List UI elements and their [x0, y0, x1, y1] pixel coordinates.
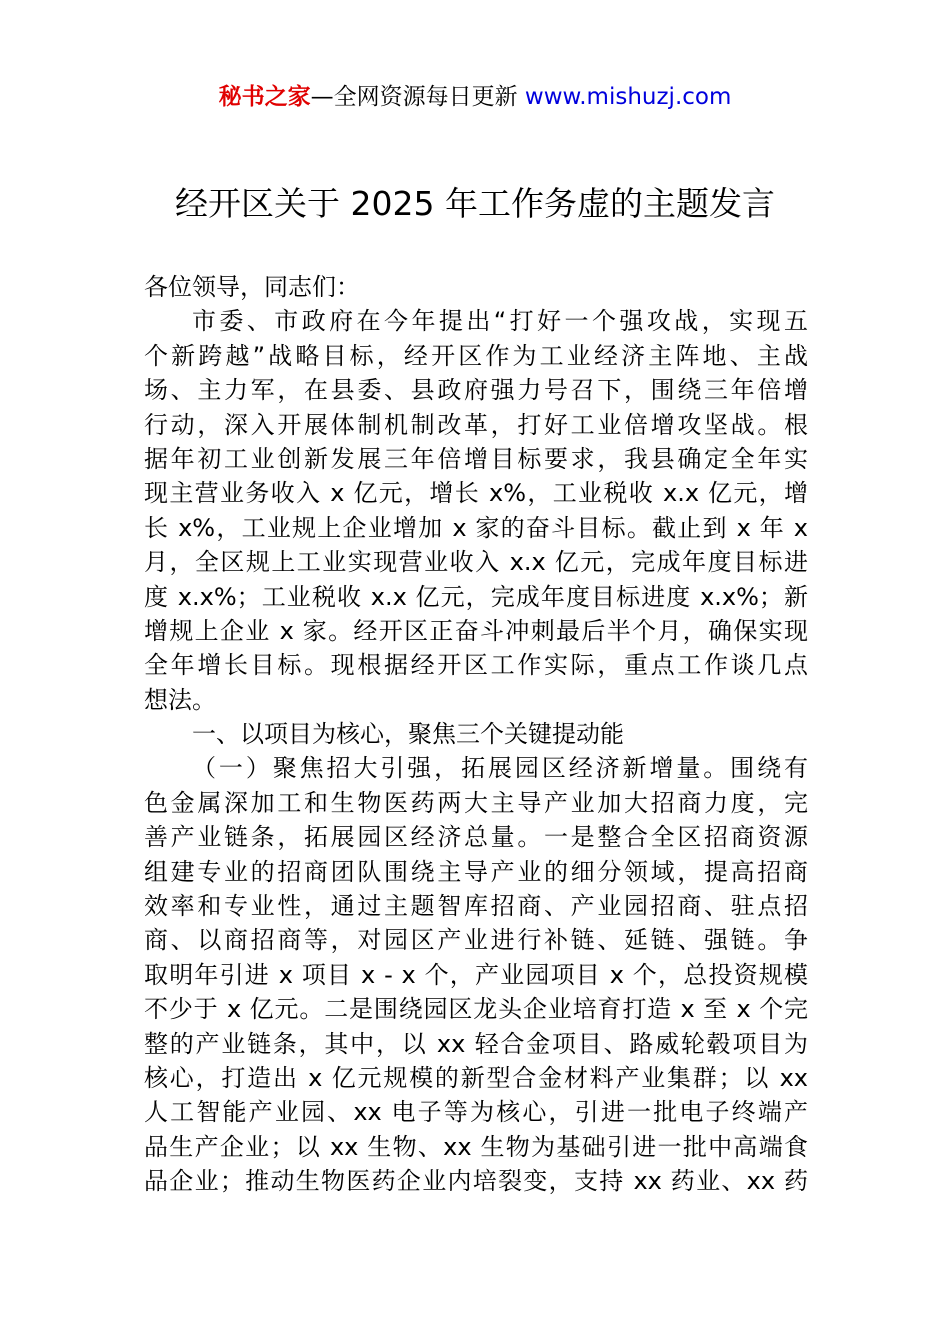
text-line: 不少于 x 亿元。二是围绕园区龙头企业培育打造 x 至 x 个完	[144, 995, 808, 1024]
text-line: 度 x.x%；工业税收 x.x 亿元，完成年度目标进度 x.x%；新	[144, 582, 808, 611]
site-brand: 秘书之家	[218, 84, 311, 110]
text-line: 色金属深加工和生物医药两大主导产业加大招商力度，完	[144, 788, 808, 817]
text-line: 个新跨越”战略目标，经开区作为工业经济主阵地、主战	[144, 341, 808, 370]
text-line: 品生产企业；以 xx 生物、xx 生物为基础引进一批中高端食	[144, 1132, 808, 1161]
text-line: 据年初工业创新发展三年倍增目标要求，我县确定全年实	[144, 444, 808, 473]
text-line: 取明年引进 x 项目 x - x 个，产业园项目 x 个，总投资规模	[144, 960, 808, 989]
text-line: 品企业；推动生物医药企业内培裂变，支持 xx 药业、xx 药	[144, 1167, 808, 1196]
document-body	[144, 270, 808, 1199]
site-tagline: —全网资源每日更新	[310, 84, 525, 110]
text-line: 行动，深入开展体制机制改革，打好工业倍增攻坚战。根	[144, 410, 808, 439]
text-line: 整的产业链条，其中，以 xx 轻合金项目、路威轮毂项目为	[144, 1029, 808, 1058]
text-line: 长 x%，工业规上企业增加 x 家的奋斗目标。截止到 x 年 x	[144, 513, 808, 542]
text-line: 市委、市政府在今年提出“打好一个强攻战，实现五	[192, 307, 808, 336]
text-line: 人工智能产业园、xx 电子等为核心，引进一批电子终端产	[144, 1098, 808, 1127]
text-line: 组建专业的招商团队围绕主导产业的细分领域，提高招商	[144, 857, 808, 886]
text-line: 月，全区规上工业实现营业收入 x.x 亿元，完成年度目标进	[144, 548, 808, 577]
text-line: 场、主力军，在县委、县政府强力号召下，围绕三年倍增	[144, 376, 808, 405]
text-line: 核心，打造出 x 亿元规模的新型合金材料产业集群；以 xx	[144, 1063, 808, 1092]
text-line: 效率和专业性，通过主题智库招商、产业园招商、驻点招	[144, 892, 808, 921]
text-line: 善产业链条，拓展园区经济总量。一是整合全区招商资源	[144, 823, 808, 852]
text-line: 各位领导，同志们：	[144, 273, 360, 301]
text-line: 商、以商招商等，对园区产业进行补链、延链、强链。争	[144, 926, 808, 955]
document-title: 经开区关于 2025 年工作务虚的主题发言	[175, 184, 775, 223]
site-url[interactable]: www.mishuzj.com	[524, 84, 732, 110]
site-header	[0, 80, 950, 114]
text-line: 想法。	[144, 685, 216, 714]
text-line: 现主营业务收入 x 亿元，增长 x%，工业税收 x.x 亿元，增	[144, 479, 808, 508]
text-line: 增规上企业 x 家。经开区正奋斗冲刺最后半个月，确保实现	[144, 616, 808, 645]
text-line: 全年增长目标。现根据经开区工作实际，重点工作谈几点	[144, 651, 808, 680]
text-line: 一、以项目为核心，聚焦三个关键提动能	[192, 720, 624, 749]
text-line: （一）聚焦招大引强，拓展园区经济新增量。围绕有	[192, 754, 808, 783]
